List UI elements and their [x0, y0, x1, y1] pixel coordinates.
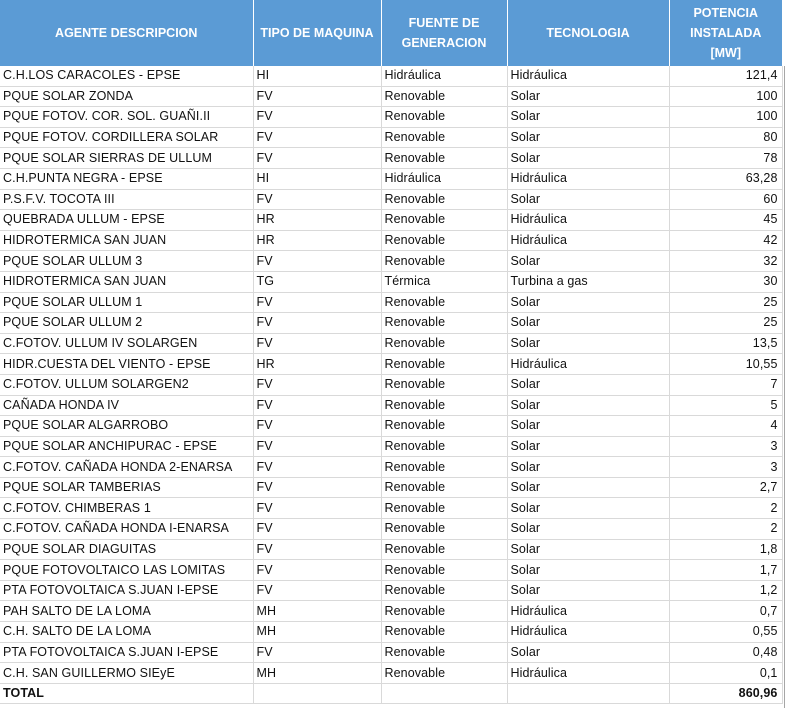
cell-fuente[interactable]: Renovable — [381, 148, 507, 169]
cell-tipo-maquina[interactable]: HI — [253, 168, 381, 189]
cell-agente[interactable]: PQUE FOTOV. CORDILLERA SOLAR — [0, 127, 253, 148]
cell-tipo-maquina[interactable]: FV — [253, 457, 381, 478]
cell-tecnologia[interactable]: Solar — [507, 416, 669, 437]
cell-fuente[interactable]: Renovable — [381, 580, 507, 601]
header-potencia-instalada[interactable] — [669, 0, 782, 66]
cell-tecnologia[interactable]: Solar — [507, 642, 669, 663]
cell-agente[interactable]: C.H.PUNTA NEGRA - EPSE — [0, 168, 253, 189]
cell-tipo-maquina[interactable]: FV — [253, 395, 381, 416]
cell-potencia[interactable]: 10,55 — [669, 354, 782, 375]
cell-tecnologia[interactable]: Solar — [507, 498, 669, 519]
cell-agente[interactable]: C.FOTOV. ULLUM IV SOLARGEN — [0, 333, 253, 354]
cell-tecnologia[interactable]: Hidráulica — [507, 601, 669, 622]
cell-tecnologia[interactable]: Solar — [507, 251, 669, 272]
cell-fuente[interactable]: Renovable — [381, 107, 507, 128]
cell-tipo-maquina[interactable]: FV — [253, 560, 381, 581]
cell-fuente[interactable]: Renovable — [381, 313, 507, 334]
cell-tecnologia[interactable]: Hidráulica — [507, 230, 669, 251]
cell-potencia[interactable]: 4 — [669, 416, 782, 437]
cell-potencia[interactable]: 78 — [669, 148, 782, 169]
cell-potencia[interactable]: 0,1 — [669, 663, 782, 684]
header-label-line: AGENTE DESCRIPCION — [55, 26, 198, 40]
cell-agente[interactable]: PQUE SOLAR ALGARROBO — [0, 416, 253, 437]
cell-agente[interactable]: PAH SALTO DE LA LOMA — [0, 601, 253, 622]
table-header — [0, 0, 782, 66]
empty-cell[interactable] — [381, 683, 507, 704]
cell-fuente[interactable]: Renovable — [381, 210, 507, 231]
table-row — [0, 498, 782, 519]
cell-fuente[interactable]: Renovable — [381, 642, 507, 663]
table-row — [0, 374, 782, 395]
cell-fuente[interactable]: Térmica — [381, 271, 507, 292]
cell-fuente[interactable]: Renovable — [381, 519, 507, 540]
cell-tecnologia[interactable]: Solar — [507, 148, 669, 169]
cell-agente[interactable]: HIDROTERMICA SAN JUAN — [0, 271, 253, 292]
cell-agente[interactable]: CAÑADA HONDA IV — [0, 395, 253, 416]
table-row — [0, 251, 782, 272]
cell-fuente[interactable]: Renovable — [381, 416, 507, 437]
cell-tecnologia[interactable]: Solar — [507, 374, 669, 395]
cell-tipo-maquina[interactable]: HR — [253, 210, 381, 231]
cell-tecnologia[interactable]: Solar — [507, 580, 669, 601]
cell-tipo-maquina[interactable]: FV — [253, 189, 381, 210]
header-agente-descripcion[interactable] — [0, 0, 253, 66]
cell-agente[interactable]: PTA FOTOVOLTAICA S.JUAN I-EPSE — [0, 642, 253, 663]
cell-agente[interactable]: PQUE FOTOV. COR. SOL. GUAÑI.II — [0, 107, 253, 128]
cell-tecnologia[interactable]: Hidráulica — [507, 354, 669, 375]
cell-agente[interactable]: P.S.F.V. TOCOTA III — [0, 189, 253, 210]
table-row — [0, 642, 782, 663]
cell-tecnologia[interactable]: Solar — [507, 292, 669, 313]
table-row — [0, 127, 782, 148]
cell-tipo-maquina[interactable]: FV — [253, 416, 381, 437]
table-row — [0, 663, 782, 684]
cell-potencia[interactable]: 30 — [669, 271, 782, 292]
cell-tecnologia[interactable]: Hidráulica — [507, 66, 669, 86]
cell-fuente[interactable]: Renovable — [381, 622, 507, 643]
cell-tipo-maquina[interactable]: FV — [253, 313, 381, 334]
cell-tecnologia[interactable]: Solar — [507, 477, 669, 498]
table-row — [0, 580, 782, 601]
cell-agente[interactable]: C.H. SAN GUILLERMO SIEyE — [0, 663, 253, 684]
table-row — [0, 354, 782, 375]
table-row — [0, 189, 782, 210]
cell-agente[interactable]: C.FOTOV. ULLUM SOLARGEN2 — [0, 374, 253, 395]
cell-tecnologia[interactable]: Solar — [507, 189, 669, 210]
cell-tecnologia[interactable]: Solar — [507, 560, 669, 581]
cell-potencia[interactable]: 2,7 — [669, 477, 782, 498]
cell-potencia[interactable]: 0,55 — [669, 622, 782, 643]
cell-tecnologia[interactable]: Solar — [507, 86, 669, 107]
cell-tipo-maquina[interactable]: FV — [253, 107, 381, 128]
header-label-line: GENERACION — [401, 36, 487, 50]
cell-agente[interactable]: C.FOTOV. CAÑADA HONDA I-ENARSA — [0, 519, 253, 540]
cell-fuente[interactable]: Renovable — [381, 127, 507, 148]
cell-agente[interactable]: C.H.LOS CARACOLES - EPSE — [0, 66, 253, 86]
cell-potencia[interactable]: 80 — [669, 127, 782, 148]
table-right-border — [784, 66, 785, 708]
table-row — [0, 230, 782, 251]
total-row — [0, 683, 782, 704]
table-row — [0, 313, 782, 334]
cell-tipo-maquina[interactable]: FV — [253, 333, 381, 354]
cell-fuente[interactable]: Renovable — [381, 560, 507, 581]
cell-potencia[interactable]: 25 — [669, 292, 782, 313]
cell-potencia[interactable]: 5 — [669, 395, 782, 416]
table-row — [0, 601, 782, 622]
cell-tecnologia[interactable]: Solar — [507, 107, 669, 128]
empty-cell[interactable] — [507, 683, 669, 704]
cell-potencia[interactable]: 25 — [669, 313, 782, 334]
cell-tecnologia[interactable]: Solar — [507, 436, 669, 457]
cell-tecnologia[interactable]: Hidráulica — [507, 622, 669, 643]
cell-tipo-maquina[interactable]: MH — [253, 601, 381, 622]
cell-tecnologia[interactable]: Hidráulica — [507, 663, 669, 684]
header-label-line: TECNOLOGIA — [546, 26, 630, 40]
cell-potencia[interactable]: 2 — [669, 498, 782, 519]
header-label-line: TIPO DE MAQUINA — [260, 26, 374, 40]
table-row — [0, 457, 782, 478]
cell-tipo-maquina[interactable]: FV — [253, 539, 381, 560]
cell-agente[interactable]: QUEBRADA ULLUM - EPSE — [0, 210, 253, 231]
cell-agente[interactable]: C.FOTOV. CAÑADA HONDA 2-ENARSA — [0, 457, 253, 478]
cell-tipo-maquina[interactable]: FV — [253, 498, 381, 519]
cell-tipo-maquina[interactable]: MH — [253, 663, 381, 684]
cell-tecnologia[interactable]: Hidráulica — [507, 168, 669, 189]
table-row — [0, 395, 782, 416]
cell-agente[interactable]: PQUE SOLAR ULLUM 1 — [0, 292, 253, 313]
table-row — [0, 271, 782, 292]
table-row — [0, 148, 782, 169]
cell-agente[interactable]: PQUE SOLAR ZONDA — [0, 86, 253, 107]
cell-tipo-maquina[interactable]: FV — [253, 251, 381, 272]
cell-potencia[interactable]: 60 — [669, 189, 782, 210]
table-row — [0, 292, 782, 313]
cell-tecnologia[interactable]: Solar — [507, 313, 669, 334]
cell-agente[interactable]: HIDROTERMICA SAN JUAN — [0, 230, 253, 251]
cell-tipo-maquina[interactable]: HR — [253, 354, 381, 375]
cell-tecnologia[interactable]: Solar — [507, 539, 669, 560]
cell-tipo-maquina[interactable]: HR — [253, 230, 381, 251]
cell-agente[interactable]: PQUE SOLAR ULLUM 2 — [0, 313, 253, 334]
cell-potencia[interactable]: 7 — [669, 374, 782, 395]
table-body — [0, 66, 782, 704]
cell-potencia[interactable]: 3 — [669, 436, 782, 457]
cell-agente[interactable]: PQUE SOLAR ANCHIPURAC - EPSE — [0, 436, 253, 457]
cell-tecnologia[interactable]: Solar — [507, 127, 669, 148]
header-label-line: FUENTE DE — [408, 16, 480, 30]
cell-fuente[interactable]: Hidráulica — [381, 168, 507, 189]
cell-fuente[interactable]: Renovable — [381, 189, 507, 210]
cell-potencia[interactable]: 32 — [669, 251, 782, 272]
cell-agente[interactable]: PQUE SOLAR SIERRAS DE ULLUM — [0, 148, 253, 169]
table-row — [0, 539, 782, 560]
cell-potencia[interactable]: 1,7 — [669, 560, 782, 581]
table-row — [0, 477, 782, 498]
cell-tipo-maquina[interactable]: TG — [253, 271, 381, 292]
header-tecnologia[interactable] — [507, 0, 669, 66]
cell-tipo-maquina[interactable]: FV — [253, 642, 381, 663]
cell-potencia[interactable]: 0,48 — [669, 642, 782, 663]
table-row — [0, 560, 782, 581]
cell-tipo-maquina[interactable]: FV — [253, 86, 381, 107]
cell-fuente[interactable]: Renovable — [381, 86, 507, 107]
table-row — [0, 416, 782, 437]
cell-potencia[interactable]: 100 — [669, 86, 782, 107]
cell-tecnologia[interactable]: Solar — [507, 519, 669, 540]
cell-fuente[interactable]: Renovable — [381, 436, 507, 457]
cell-agente[interactable]: PQUE SOLAR TAMBERIAS — [0, 477, 253, 498]
cell-fuente[interactable]: Renovable — [381, 251, 507, 272]
header-label-line: [MW] — [710, 46, 742, 60]
table-row — [0, 66, 782, 86]
cell-tipo-maquina[interactable]: HI — [253, 66, 381, 86]
cell-fuente[interactable]: Renovable — [381, 601, 507, 622]
cell-fuente[interactable]: Renovable — [381, 374, 507, 395]
cell-agente[interactable]: HIDR.CUESTA DEL VIENTO - EPSE — [0, 354, 253, 375]
table-row — [0, 333, 782, 354]
cell-potencia[interactable]: 121,4 — [669, 66, 782, 86]
cell-tipo-maquina[interactable]: FV — [253, 148, 381, 169]
cell-potencia[interactable]: 0,7 — [669, 601, 782, 622]
cell-tipo-maquina[interactable]: FV — [253, 580, 381, 601]
cell-fuente[interactable]: Renovable — [381, 354, 507, 375]
cell-potencia[interactable]: 2 — [669, 519, 782, 540]
header-fuente-de-generacion[interactable] — [381, 0, 507, 66]
cell-fuente[interactable]: Renovable — [381, 477, 507, 498]
header-row — [0, 0, 782, 66]
cell-fuente[interactable]: Renovable — [381, 539, 507, 560]
empty-cell[interactable] — [253, 683, 381, 704]
cell-potencia[interactable]: 45 — [669, 210, 782, 231]
cell-tecnologia[interactable]: Solar — [507, 395, 669, 416]
cell-tecnologia[interactable]: Solar — [507, 457, 669, 478]
table-row — [0, 210, 782, 231]
cell-potencia[interactable]: 13,5 — [669, 333, 782, 354]
cell-tipo-maquina[interactable]: FV — [253, 519, 381, 540]
table-row — [0, 436, 782, 457]
cell-agente[interactable]: PQUE FOTOVOLTAICO LAS LOMITAS — [0, 560, 253, 581]
table-row — [0, 168, 782, 189]
cell-tipo-maquina[interactable]: FV — [253, 292, 381, 313]
cell-fuente[interactable]: Renovable — [381, 663, 507, 684]
cell-potencia[interactable]: 42 — [669, 230, 782, 251]
cell-potencia[interactable]: 1,2 — [669, 580, 782, 601]
cell-fuente[interactable]: Renovable — [381, 230, 507, 251]
cell-agente[interactable]: PQUE SOLAR DIAGUITAS — [0, 539, 253, 560]
cell-tecnologia[interactable]: Hidráulica — [507, 210, 669, 231]
cell-fuente[interactable]: Renovable — [381, 333, 507, 354]
cell-potencia[interactable]: 63,28 — [669, 168, 782, 189]
cell-agente[interactable]: PQUE SOLAR ULLUM 3 — [0, 251, 253, 272]
cell-tipo-maquina[interactable]: MH — [253, 622, 381, 643]
cell-tipo-maquina[interactable]: FV — [253, 374, 381, 395]
cell-agente[interactable]: C.H. SALTO DE LA LOMA — [0, 622, 253, 643]
cell-potencia[interactable]: 1,8 — [669, 539, 782, 560]
table-row — [0, 622, 782, 643]
table-row — [0, 519, 782, 540]
cell-potencia[interactable]: 100 — [669, 107, 782, 128]
total-label[interactable]: TOTAL — [0, 683, 253, 704]
cell-tipo-maquina[interactable]: FV — [253, 477, 381, 498]
cell-tecnologia[interactable]: Solar — [507, 333, 669, 354]
table-row — [0, 86, 782, 107]
header-label-line: INSTALADA — [690, 26, 762, 40]
header-tipo-de-maquina[interactable] — [253, 0, 381, 66]
cell-fuente[interactable]: Renovable — [381, 457, 507, 478]
cell-fuente[interactable]: Renovable — [381, 395, 507, 416]
table-row — [0, 107, 782, 128]
cell-tipo-maquina[interactable]: FV — [253, 127, 381, 148]
cell-fuente[interactable]: Hidráulica — [381, 66, 507, 86]
cell-fuente[interactable]: Renovable — [381, 498, 507, 519]
total-value[interactable]: 860,96 — [669, 683, 782, 704]
cell-tipo-maquina[interactable]: FV — [253, 436, 381, 457]
cell-agente[interactable]: PTA FOTOVOLTAICA S.JUAN I-EPSE — [0, 580, 253, 601]
cell-tecnologia[interactable]: Turbina a gas — [507, 271, 669, 292]
cell-potencia[interactable]: 3 — [669, 457, 782, 478]
cell-fuente[interactable]: Renovable — [381, 292, 507, 313]
header-label-line: POTENCIA — [693, 6, 759, 20]
cell-agente[interactable]: C.FOTOV. CHIMBERAS 1 — [0, 498, 253, 519]
